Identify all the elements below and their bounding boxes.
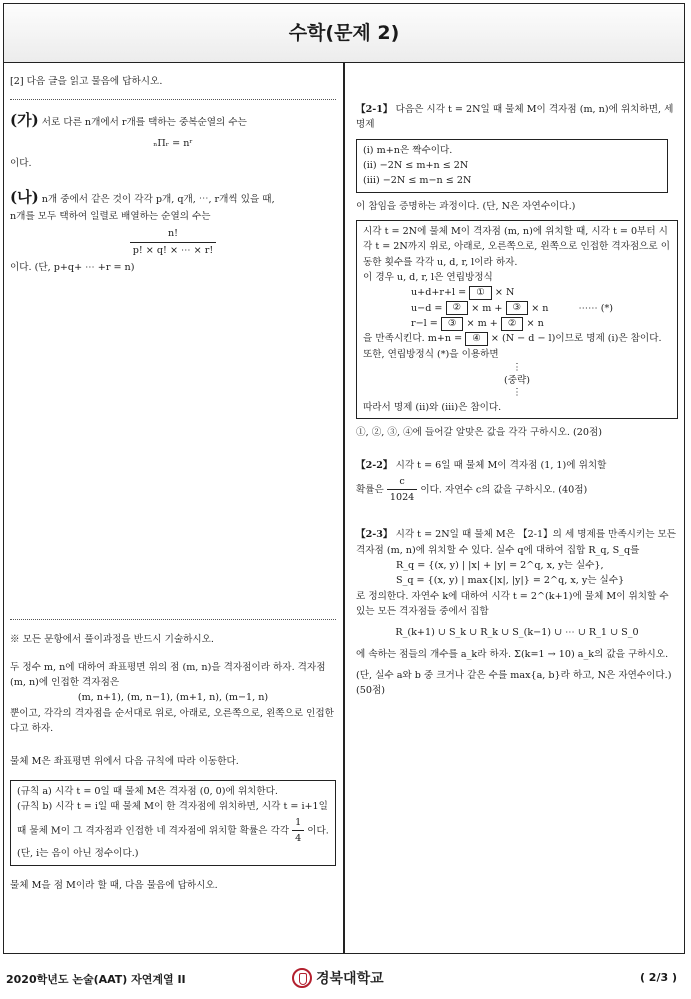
column-divider <box>343 62 345 953</box>
q1-ask: ①, ②, ③, ④에 들어갈 알맞은 값을 각각 구하시오. (20점) <box>356 426 602 438</box>
q3-text-3: 에 속하는 점들의 개수를 a_k라 하자. Σ(k=1 → 10) a_k의 값을 구하시오. <box>356 648 669 660</box>
q3-text: 시각 t = 2N일 때 물체 M은 【2-1】의 세 명제를 만족시키는 모든 격자점 (m, n)에 위치할 수 있다. 실수 q에 대하여 집합 R_q, S_q를 <box>356 529 677 556</box>
rules-box <box>10 780 336 866</box>
na-mark: (나) <box>10 188 39 207</box>
q1-intro <box>356 102 678 133</box>
proof-para-3 <box>363 331 671 362</box>
q2-text-2b: 이다. 자연수 c의 값을 구하시오. (40점) <box>420 483 588 495</box>
blank-3b: ③ <box>441 317 464 331</box>
q3-label: 【2-3】 <box>356 529 393 541</box>
na-fraction-den: p! × q! × ⋯ × r! <box>132 244 214 256</box>
blank-1: ① <box>469 286 492 300</box>
proof-para-1: 시각 t = 2N에 물체 M이 격자점 (m, n)에 위치할 때, 시각 t = 0부터 시각 t = 2N까지 위로, 아래로, 오른쪽으로, 왼쪽으로 인접한 격자점으로 이동한 횟수를 각각 u, d, r, l이라 하자. <box>363 226 670 268</box>
union-expression: R_(k+1) ∪ S_k ∪ R_k ∪ S_(k−1) ∪ ⋯ ∪ R_1 ∪ S_0 <box>395 627 639 639</box>
q2-fraction <box>387 474 417 506</box>
university-logo <box>292 966 384 990</box>
blank-2: ② <box>446 301 469 315</box>
equation-3 <box>411 316 671 331</box>
rule-a: (규칙 a) 시각 t = 0일 때 물체 M은 격자점 (0, 0)에 위치한다. <box>17 785 278 797</box>
right-column <box>356 102 678 699</box>
na-formula <box>10 226 336 258</box>
eq3-mid: × m + <box>466 318 498 330</box>
na-text-1: n개 중에서 같은 것이 각각 p개, q개, ⋯, r개씩 있을 때, <box>38 194 275 206</box>
na-fraction <box>130 226 216 258</box>
vdots-1: ⋮ <box>512 362 522 374</box>
intro-text: [2] 다음 글을 읽고 물음에 답하시오. <box>10 76 163 87</box>
q2-line-2 <box>356 474 678 506</box>
eq3-right: × n <box>526 318 544 330</box>
eq1-left: u+d+r+l = <box>411 287 467 299</box>
na-end: 이다. (단, p+q+ ⋯ +r = n) <box>10 262 135 274</box>
university-emblem-icon <box>292 968 312 988</box>
proposition-2: (ii) −2N ≤ m+n ≤ 2N <box>363 160 469 172</box>
q2-num: c <box>387 474 417 490</box>
q3-intro <box>356 527 678 558</box>
equation-system <box>363 285 671 331</box>
lattice-paragraph-end: 뿐이고, 각각의 격자점을 순서대로 위로, 아래로, 오른쪽으로, 왼쪽으로 인접한다고 하자. <box>10 707 334 735</box>
set-s-def: S_q = {(x, y) | max{|x|, |y|} = 2^q, x, y는 실수} <box>396 575 625 587</box>
eq2-mid: × m + <box>471 302 503 314</box>
q3-text-2: 로 정의한다. 자연수 k에 대하여 시각 t = 2^(k+1)에 물체 M이 위치할 수 있는 모든 격자점들 중에서 집합 <box>356 590 669 617</box>
eq3-left: r−l = <box>411 318 438 330</box>
q2-intro <box>356 458 678 473</box>
rule-b-text: (규칙 b) 시각 t = i일 때 물체 M이 한 격자점에 위치하면, 시각 t = i+1일 때 물체 M이 그 격자점과 인접한 네 격자점에 위치할 확률은 각각 <box>17 801 328 836</box>
na-paragraph <box>10 185 336 209</box>
vdots-2: ⋮ <box>512 387 522 399</box>
proof3-b: × (N − d − l)이므로 명제 (i)은 참이다. 또한, 연립방정식 (*)을 이용하면 <box>363 333 662 360</box>
equation-2 <box>411 301 671 316</box>
equation-1 <box>411 285 671 300</box>
eq2-left: u−d = <box>411 302 443 314</box>
q2-label: 【2-2】 <box>356 460 393 472</box>
page-title: 수학(문제 2) <box>288 22 400 44</box>
eq2-right: × n <box>531 302 549 314</box>
rule-b <box>17 799 329 861</box>
equation-tag: ⋯⋯ (*) <box>578 302 614 314</box>
set-r-def: R_q = {(x, y) | |x| + |y| = 2^q, x, y는 실수}, <box>396 559 604 571</box>
proof3-a: 을 만족시킨다. m+n = <box>363 333 463 345</box>
q3-note: (단, 실수 a와 b 중 크거나 같은 수를 max{a, b}라 하고, N은 자연수이다.) (50점) <box>356 670 672 697</box>
propositions-box <box>356 139 668 193</box>
eq1-right: × N <box>494 287 515 299</box>
title-bar <box>4 4 684 63</box>
rule-b-den: 4 <box>295 832 302 844</box>
dotted-divider-2 <box>10 619 336 620</box>
proof-para-2: 이 경우 u, d, r, l은 연립방정식 <box>363 272 493 284</box>
q1-label: 【2-1】 <box>356 104 393 115</box>
proposition-1: (i) m+n은 짝수이다. <box>363 144 453 156</box>
ga-formula: ₙΠᵣ = nʳ <box>153 138 193 150</box>
ga-paragraph <box>10 108 336 132</box>
dotted-divider <box>10 99 336 100</box>
ga-mark: (가) <box>10 111 39 130</box>
rule-b-fraction <box>292 815 304 847</box>
q1-text-2: 이 참임을 증명하는 과정이다. (단, N은 자연수이다.) <box>356 200 576 212</box>
university-name: 경북대학교 <box>316 971 384 987</box>
blank-4: ④ <box>465 332 488 346</box>
proof-box <box>356 220 678 419</box>
footer-exam-title: 2020학년도 논술(AAT) 자연계열 II <box>6 973 186 986</box>
q2-text-2a: 확률은 <box>356 483 384 495</box>
blank-2b: ② <box>501 317 524 331</box>
left-column <box>10 68 336 893</box>
blank-3: ③ <box>506 301 529 315</box>
notice-text: ※ 모든 문항에서 풀이과정을 반드시 기술하시오. <box>10 634 214 646</box>
final-instruction: 물체 M을 점 M이라 할 때, 다음 물음에 답하시오. <box>10 879 218 891</box>
q1-text: 다음은 시각 t = 2N일 때 물체 M이 격자점 (m, n)에 위치하면, 세 명제 <box>356 104 674 131</box>
q2-text: 시각 t = 6일 때 물체 M이 격자점 (1, 1)에 위치할 <box>392 460 607 472</box>
ga-end: 이다. <box>10 157 32 169</box>
exam-page <box>3 3 685 954</box>
na-text-2: n개를 모두 택하여 일렬로 배열하는 순열의 수는 <box>10 211 211 223</box>
proof-para-4: 따라서 명제 (ii)와 (iii)은 참이다. <box>363 401 502 413</box>
lattice-paragraph: 두 정수 m, n에 대하여 좌표평면 위의 점 (m, n)을 격자점이라 하자. 격자점 (m, n)에 인접한 격자점은 <box>10 661 326 689</box>
omitted-label: (중략) <box>503 374 531 386</box>
page-number: ( 2/3 ) <box>639 971 677 984</box>
rule-b-end: 이다. (단, i는 음이 아닌 정수이다.) <box>17 824 329 860</box>
footer <box>0 960 691 996</box>
ga-text: 서로 다른 n개에서 r개를 택하는 중복순열의 수는 <box>38 117 247 129</box>
q2-den: 1024 <box>389 491 415 503</box>
rule-b-num: 1 <box>292 815 304 831</box>
adjacent-points: (m, n+1), (m, n−1), (m+1, n), (m−1, n) <box>77 692 269 704</box>
movement-intro: 물체 M은 좌표평면 위에서 다음 규칙에 따라 이동한다. <box>10 756 239 768</box>
na-fraction-num: n! <box>130 226 216 242</box>
proposition-3: (iii) −2N ≤ m−n ≤ 2N <box>363 175 472 187</box>
